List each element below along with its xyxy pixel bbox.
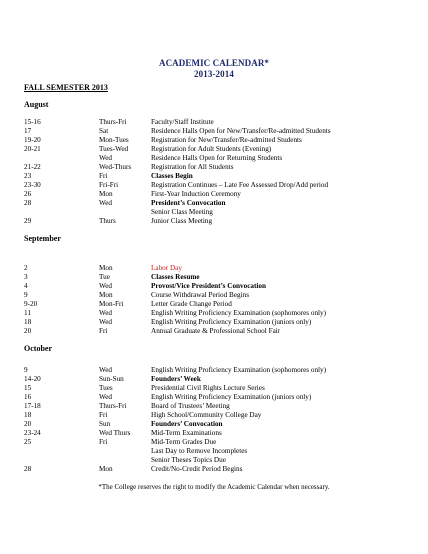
row-day: Wed Thurs bbox=[99, 429, 131, 437]
row-event: English Writing Proficiency Examination (juniors only) bbox=[151, 393, 312, 401]
row-day: Sun-Sun bbox=[99, 375, 124, 383]
row-event: English Writing Proficiency Examination (sophomores only) bbox=[151, 366, 327, 374]
row-day: Fri bbox=[99, 171, 108, 180]
row-day: Wed bbox=[99, 366, 112, 374]
row-event-holiday: Labor Day bbox=[151, 264, 182, 272]
row-day: Mon bbox=[99, 465, 113, 473]
row-date: 16 bbox=[24, 393, 32, 401]
row-day: Sat bbox=[99, 126, 109, 135]
row-day: Mon-Fri bbox=[99, 300, 124, 308]
row-date: 23-24 bbox=[24, 429, 41, 437]
row-date: 23-30 bbox=[24, 180, 41, 189]
row-event: First-Year Induction Ceremony bbox=[151, 189, 241, 198]
row-date: 3 bbox=[24, 273, 28, 281]
row-date: 17-18 bbox=[24, 402, 41, 410]
row-event: Credit/No-Credit Period Begins bbox=[151, 465, 243, 473]
row-date: 19-20 bbox=[24, 135, 41, 144]
row-event: English Writing Proficiency Examination (sophomores only) bbox=[151, 309, 327, 317]
calendar-title: ACADEMIC CALENDAR* bbox=[158, 58, 270, 68]
row-date: 21-22 bbox=[24, 162, 41, 171]
row-event: Residence Halls Open for Returning Students bbox=[151, 153, 283, 162]
row-day: Wed bbox=[99, 153, 112, 162]
row-day: Tue bbox=[99, 273, 110, 281]
row-event: Registration Continues – Late Fee Assessed Drop/Add period bbox=[151, 180, 329, 189]
row-date: 17 bbox=[24, 126, 32, 135]
row-event: Board of Trustees’ Meeting bbox=[151, 402, 230, 410]
row-date: 11 bbox=[24, 309, 31, 317]
row-event: Faculty/Staff Institute bbox=[151, 117, 214, 126]
row-date: 23 bbox=[24, 171, 32, 180]
row-event: Registration for All Students bbox=[151, 162, 234, 171]
row-date: 25 bbox=[24, 438, 32, 446]
row-date: 18 bbox=[24, 411, 32, 419]
row-date: 9 bbox=[24, 366, 28, 374]
footnote: *The College reserves the right to modify the Academic Calendar when necessary. bbox=[98, 483, 330, 491]
row-event: Letter Grade Change Period bbox=[151, 300, 232, 308]
row-event: Registration for New/Transfer/Re-admitted Students bbox=[151, 135, 302, 144]
row-day: Tues-Wed bbox=[99, 144, 129, 153]
row-event: High School/Community College Day bbox=[151, 411, 262, 419]
row-date: 9 bbox=[24, 291, 28, 299]
month-heading-august: August bbox=[24, 100, 49, 109]
row-event: President’s Convocation bbox=[151, 198, 226, 207]
row-day: Mon bbox=[99, 264, 113, 272]
row-event: Last Day to Remove Incompletes bbox=[151, 447, 248, 455]
row-event: Senior Theses Topics Due bbox=[151, 456, 226, 464]
row-day: Fri bbox=[99, 327, 108, 335]
row-date: 14-20 bbox=[24, 375, 41, 383]
row-event: Annual Graduate & Professional School Fair bbox=[151, 327, 281, 335]
row-day: Wed-Thurs bbox=[99, 162, 132, 171]
row-day: Wed bbox=[99, 393, 112, 401]
row-date: 18 bbox=[24, 318, 32, 326]
row-date: 20 bbox=[24, 327, 32, 335]
month-heading-september: September bbox=[24, 234, 61, 243]
row-event: Founders’ Convocation bbox=[151, 420, 223, 428]
row-day: Wed bbox=[99, 282, 112, 290]
row-date: 15 bbox=[24, 384, 32, 392]
row-event: Founders’ Week bbox=[151, 375, 201, 383]
row-day: Thurs-Fri bbox=[99, 117, 127, 126]
row-date: 15-16 bbox=[24, 117, 41, 126]
row-day: Mon bbox=[99, 291, 113, 299]
month-heading-october: October bbox=[24, 344, 52, 353]
row-date: 29 bbox=[24, 216, 32, 225]
row-day: Mon bbox=[99, 189, 113, 198]
row-day: Wed bbox=[99, 318, 112, 326]
row-event: Classes Begin bbox=[151, 171, 193, 180]
row-event: Provost/Vice President’s Convocation bbox=[151, 282, 266, 290]
row-event: Course Withdrawal Period Begins bbox=[151, 291, 249, 299]
row-date: 9-20 bbox=[24, 300, 38, 308]
row-day: Fri bbox=[99, 411, 108, 419]
row-event: Classes Resume bbox=[151, 273, 200, 281]
row-day: Fri bbox=[99, 438, 108, 446]
row-event: Senior Class Meeting bbox=[151, 207, 213, 216]
row-day: Wed bbox=[99, 198, 112, 207]
calendar-year: 2013-2014 bbox=[194, 69, 234, 79]
row-day: Fri-Fri bbox=[99, 180, 119, 189]
row-date: 26 bbox=[24, 189, 32, 198]
row-date: 28 bbox=[24, 198, 32, 207]
row-event: Presidential Civil Rights Lecture Series bbox=[151, 384, 265, 392]
row-day: Mon-Tues bbox=[99, 135, 129, 144]
row-day: Wed bbox=[99, 309, 112, 317]
row-day: Thurs-Fri bbox=[99, 402, 127, 410]
row-day: Thurs bbox=[99, 216, 116, 225]
row-event: Junior Class Meeting bbox=[151, 216, 213, 225]
row-day: Tues bbox=[99, 384, 113, 392]
row-date: 2 bbox=[24, 264, 28, 272]
row-date: 28 bbox=[24, 465, 32, 473]
row-date: 20-21 bbox=[24, 144, 41, 153]
row-event: English Writing Proficiency Examination (juniors only) bbox=[151, 318, 312, 326]
row-date: 4 bbox=[24, 282, 28, 290]
row-event: Mid-Term Examinations bbox=[151, 429, 222, 437]
row-event: Residence Halls Open for New/Transfer/Re-admitted Students bbox=[151, 126, 331, 135]
row-event: Mid-Term Grades Due bbox=[151, 438, 217, 446]
row-event: Registration for Adult Students (Evening) bbox=[151, 144, 272, 153]
semester-heading: FALL SEMESTER 2013 bbox=[24, 83, 108, 92]
row-date: 20 bbox=[24, 420, 32, 428]
row-day: Sun bbox=[99, 420, 111, 428]
